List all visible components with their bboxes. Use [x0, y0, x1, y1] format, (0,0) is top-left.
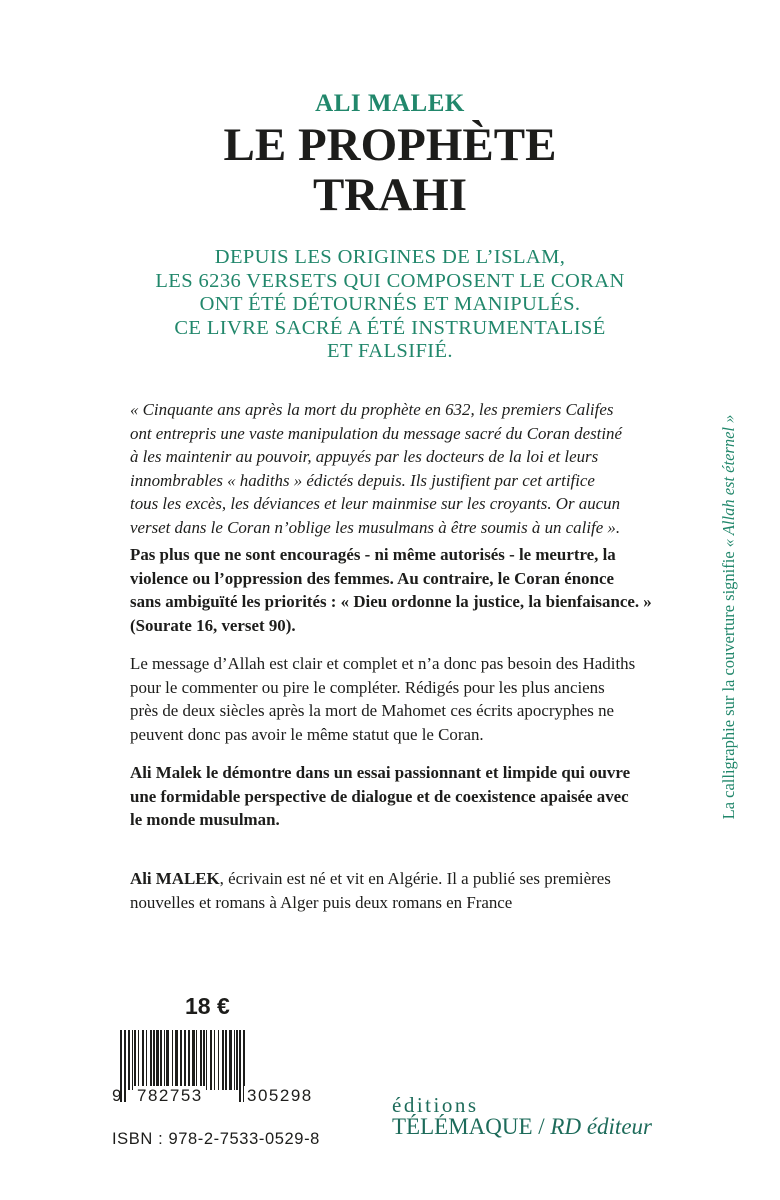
- bio-author-name: Ali MALEK: [130, 869, 220, 888]
- barcode-bar: [146, 1030, 147, 1090]
- side-note-prefix: La calligraphie sur la couverture signifie: [719, 547, 738, 820]
- bio-text: , écrivain est né et vit en Algérie. Il a publié ses premières: [219, 869, 611, 888]
- tagline-line: DEPUIS LES ORIGINES DE L’ISLAM,: [214, 246, 566, 268]
- isbn-label: ISBN : 978-2-7533-0529-8: [112, 1130, 320, 1148]
- bio-line: nouvelles et romans à Alger puis deux romans en France: [130, 892, 513, 912]
- barcode-bar: [164, 1030, 165, 1090]
- barcode-bar: [124, 1030, 126, 1102]
- price-label: 18 €: [185, 993, 230, 1019]
- text-line: à les maintenir au pouvoir, appuyés par les docteurs de la loi et leurs: [130, 447, 599, 466]
- barcode-bar: [134, 1030, 136, 1090]
- barcode-bar: [150, 1030, 152, 1090]
- barcode-bar: [156, 1030, 159, 1090]
- barcode-bar: [203, 1030, 205, 1090]
- text-line: pour le commenter ou pire le compléter. Rédigés pour les plus anciens: [130, 677, 605, 697]
- bio-line: [130, 867, 650, 891]
- text-line: une formidable perspective de dialogue et de coexistence apaisée avec: [130, 786, 629, 806]
- barcode-bar: [210, 1030, 212, 1090]
- publisher-separator: /: [532, 1114, 551, 1139]
- text-line: ont entrepris une vaste manipulation du message sacré du Coran destiné: [130, 423, 622, 443]
- tagline: [0, 246, 780, 364]
- closing-paragraph: [130, 761, 650, 832]
- book-title: [0, 120, 780, 220]
- text-line: (Sourate 16, verset 90).: [130, 615, 296, 635]
- barcode-bar: [225, 1030, 227, 1090]
- text-line: près de deux siècles après la mort de Mahomet ces écrits apocryphes ne: [130, 701, 615, 720]
- side-note-quote: « Allah est éternel »: [719, 414, 738, 548]
- tagline-line: ET FALSIFIÉ.: [327, 340, 453, 362]
- tagline-line: LES 6236 VERSETS QUI COMPOSENT LE CORAN: [155, 269, 625, 292]
- barcode-bar: [172, 1030, 173, 1090]
- tagline-line: ONT ÉTÉ DÉTOURNÉS ET MANIPULÉS.: [199, 293, 581, 315]
- barcode-bar: [229, 1030, 232, 1090]
- author-bio: [130, 867, 650, 914]
- barcode-bar: [166, 1030, 169, 1090]
- barcode-bar: [153, 1030, 155, 1090]
- text-line: innombrables « hadiths » édictés depuis. Ils justifient par cet artifice: [130, 470, 595, 490]
- publisher-name: TÉLÉMAQUE: [392, 1114, 533, 1139]
- barcode: [106, 1030, 350, 1130]
- barcode-bar: [142, 1030, 144, 1090]
- tagline-line: CE LIVRE SACRÉ A ÉTÉ INSTRUMENTALISÉ: [174, 316, 606, 339]
- bold-paragraph: [130, 543, 650, 637]
- text-line: Pas plus que ne sont encouragés - ni même autorisés - le meurtre, la: [130, 545, 616, 564]
- barcode-bar: [175, 1030, 178, 1090]
- barcode-bar: [234, 1030, 235, 1090]
- text-line: Le message d’Allah est clair et complet et n’a donc pas besoin des Hadiths: [130, 654, 636, 673]
- text-line: Ali Malek le démontre dans un essai passionnant et limpide qui ouvre: [130, 763, 631, 782]
- text-line: verset dans le Coran n’oblige les musulmans à être soumis à un calife ».: [130, 517, 621, 537]
- barcode-bar: [236, 1030, 238, 1090]
- barcode-bar: [239, 1030, 241, 1102]
- title-line: TRAHI: [312, 169, 468, 221]
- barcode-left-group: 782753: [134, 1086, 206, 1106]
- publisher-prefix: éditions: [392, 1093, 479, 1117]
- text-line: peuvent donc pas avoir le même statut que le Coran.: [130, 724, 484, 744]
- barcode-bar: [196, 1030, 197, 1090]
- text-line: tous les excès, les déviances et leur mainmise sur les croyants. Or aucun: [130, 494, 621, 513]
- quote-paragraph: [130, 398, 650, 539]
- regular-paragraph: [130, 652, 650, 746]
- author-name: ALI MALEK: [315, 90, 465, 117]
- side-calligraphy-note: [719, 357, 743, 877]
- text-line: « Cinquante ans après la mort du prophète en 632, les premiers Califes: [130, 400, 614, 419]
- barcode-bar: [132, 1030, 133, 1090]
- barcode-bar: [128, 1030, 130, 1090]
- barcode-first-digit: 9: [112, 1086, 122, 1105]
- text-line: sans ambiguïté les priorités : « Dieu ordonne la justice, la bienfaisance. »: [130, 592, 652, 611]
- barcode-bar: [192, 1030, 195, 1090]
- barcode-bar: [218, 1030, 219, 1090]
- barcode-bar: [188, 1030, 190, 1090]
- publisher-partner: RD éditeur: [550, 1114, 652, 1139]
- barcode-bar: [214, 1030, 215, 1090]
- barcode-bar: [222, 1030, 224, 1090]
- barcode-bar: [206, 1030, 207, 1090]
- barcode-right-group: 305298: [244, 1086, 316, 1106]
- publisher-name-line: [392, 1114, 652, 1140]
- text-line: violence ou l’oppression des femmes. Au contraire, le Coran énonce: [130, 568, 614, 588]
- barcode-bars: [106, 1030, 350, 1130]
- title-line: LE PROPHÈTE: [223, 119, 557, 171]
- barcode-bar: [138, 1030, 139, 1090]
- publisher-logo: [392, 1093, 652, 1140]
- text-line: le monde musulman.: [130, 810, 280, 829]
- barcode-bar: [160, 1030, 162, 1090]
- barcode-bar: [200, 1030, 202, 1090]
